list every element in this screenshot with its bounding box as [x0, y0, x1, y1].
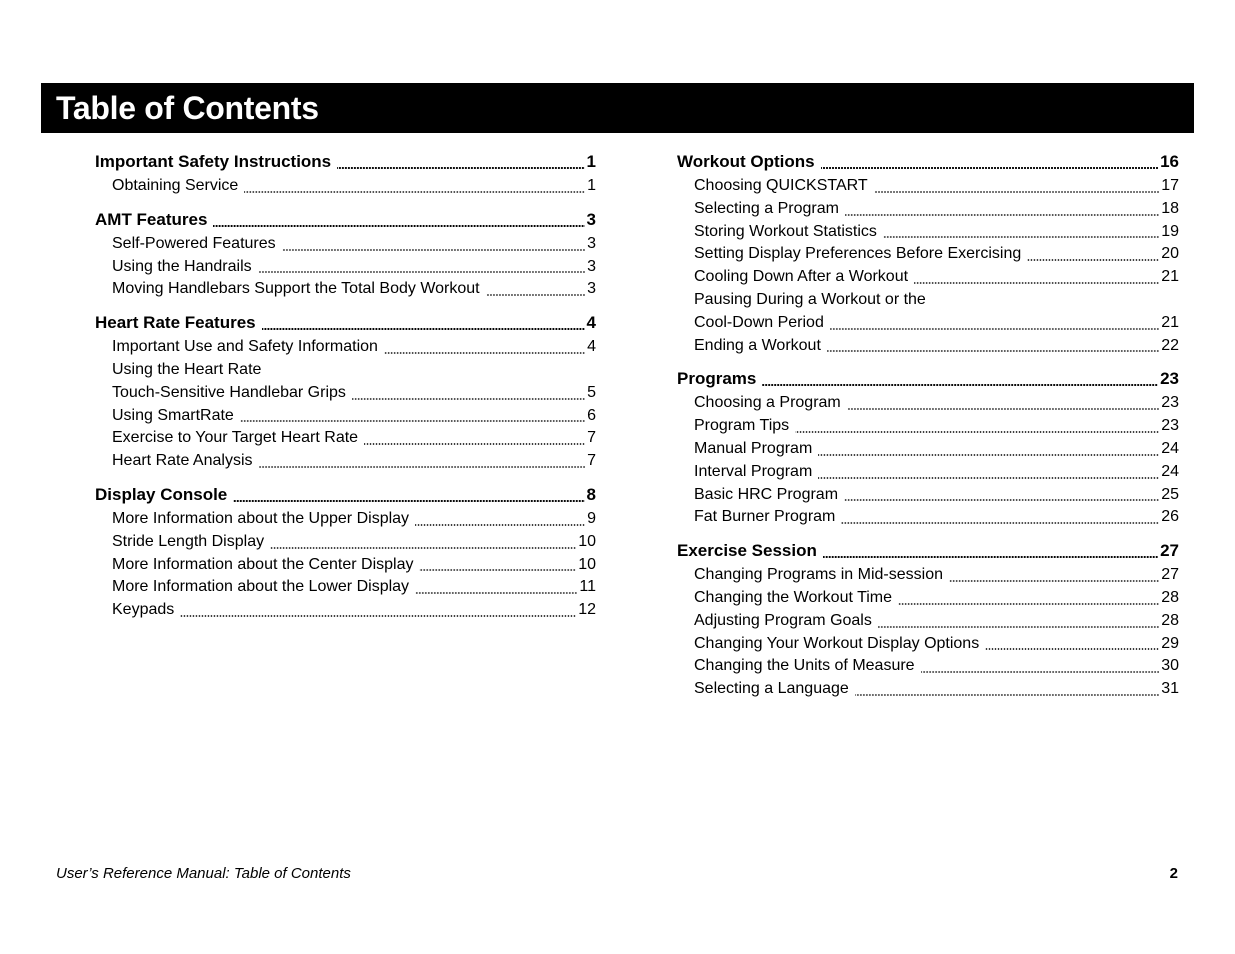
toc-page-number: 20 — [1161, 245, 1179, 263]
toc-section-heading[interactable] — [95, 150, 596, 174]
toc-entry-label: Adjusting Program Goals — [694, 611, 872, 629]
toc-page-number: 4 — [586, 313, 596, 333]
toc-entry-label: Interval Program — [694, 462, 813, 480]
toc-entry-label-line: Using the Heart Rate — [112, 360, 262, 378]
dot-leader — [270, 546, 576, 550]
toc-page-number: 3 — [586, 209, 596, 229]
toc-entry-label: Cooling Down After a Workout — [694, 268, 909, 286]
dot-leader — [384, 351, 585, 355]
toc-entry[interactable] — [694, 312, 1179, 335]
toc-entry-label: Selecting a Program — [694, 199, 839, 217]
dot-leader — [213, 224, 584, 228]
toc-entry[interactable] — [112, 336, 596, 359]
toc-page-number: 31 — [1161, 680, 1179, 698]
toc-page-number: 7 — [587, 452, 596, 470]
toc-page-number: 21 — [1161, 313, 1179, 331]
toc-entry[interactable] — [694, 243, 1179, 266]
dot-leader — [233, 499, 584, 503]
toc-page-number: 24 — [1161, 439, 1179, 457]
toc-page-number: 19 — [1161, 222, 1179, 240]
toc-entry-label: Changing the Workout Time — [694, 588, 893, 606]
toc-page-number: 26 — [1161, 508, 1179, 526]
toc-page-number: 9 — [587, 509, 596, 527]
toc-page-number: 28 — [1161, 588, 1179, 606]
toc-page-number: 3 — [587, 280, 596, 298]
toc-section — [677, 367, 1179, 529]
dot-leader — [818, 476, 1159, 480]
toc-section-title: Heart Rate Features — [95, 313, 256, 333]
toc-entry-label: Basic HRC Program — [694, 485, 839, 503]
toc-section-title: Programs — [677, 369, 757, 389]
toc-entry[interactable] — [694, 655, 1179, 678]
toc-page-number: 10 — [578, 532, 596, 550]
toc-section-title: Exercise Session — [677, 541, 817, 561]
toc-page-number: 27 — [1161, 566, 1179, 584]
toc-entry[interactable] — [112, 450, 596, 473]
toc-entry[interactable] — [694, 610, 1179, 633]
toc-page-number: 24 — [1161, 462, 1179, 480]
toc-entry[interactable] — [112, 576, 596, 599]
toc-section-heading[interactable] — [95, 208, 596, 232]
toc-entry-label: Using the Handrails — [112, 257, 252, 275]
toc-page-number: 11 — [579, 578, 596, 596]
footer-page-number: 2 — [1169, 865, 1178, 882]
toc-entry[interactable] — [112, 427, 596, 450]
toc-entry[interactable] — [112, 382, 596, 405]
dot-leader — [949, 579, 1159, 583]
toc-entry[interactable] — [694, 266, 1179, 289]
title-bar — [41, 83, 1194, 133]
toc-section-heading[interactable] — [95, 483, 596, 507]
toc-page-number: 6 — [587, 406, 596, 424]
toc-entry[interactable] — [694, 175, 1179, 198]
dot-leader — [847, 407, 1159, 411]
toc-entry-label: Choosing QUICKSTART — [694, 177, 868, 194]
dot-leader — [486, 293, 585, 297]
dot-leader — [878, 625, 1159, 629]
toc-page-number: 18 — [1161, 199, 1179, 217]
toc-page-number: 12 — [578, 601, 596, 619]
dot-leader — [845, 213, 1159, 217]
dot-leader — [262, 327, 585, 331]
toc-entry[interactable] — [112, 256, 596, 279]
toc-section-title: AMT Features — [95, 209, 208, 229]
dot-leader — [985, 647, 1159, 651]
toc-entry[interactable] — [112, 233, 596, 256]
toc-entry-label: Storing Workout Statistics — [694, 222, 877, 240]
toc-entry[interactable] — [694, 392, 1179, 415]
dot-leader — [841, 521, 1159, 525]
toc-section-heading[interactable] — [95, 311, 596, 335]
toc-entry[interactable] — [112, 405, 596, 428]
toc-entry[interactable] — [694, 587, 1179, 610]
toc-page-number: 7 — [587, 429, 596, 447]
toc-right-column — [677, 150, 1179, 711]
toc-page-number: 1 — [587, 177, 596, 194]
toc-entry[interactable] — [694, 415, 1179, 438]
toc-page-number: 30 — [1161, 657, 1179, 675]
toc-entry-label-line: Pausing During a Workout or the — [694, 290, 926, 308]
toc-entry-label: More Information about the Center Display — [112, 555, 414, 573]
dot-leader — [855, 693, 1159, 697]
dot-leader — [282, 248, 585, 252]
toc-entry-label: Program Tips — [694, 417, 790, 435]
toc-entry[interactable] — [112, 554, 596, 577]
dot-leader — [1027, 258, 1159, 262]
toc-entry-label: Self-Powered Features — [112, 234, 276, 252]
dot-leader — [874, 190, 1160, 194]
toc-section-heading[interactable] — [677, 539, 1179, 563]
dot-leader — [419, 568, 576, 572]
dot-leader — [823, 555, 1158, 559]
dot-leader — [258, 270, 585, 274]
toc-page-number: 23 — [1160, 369, 1179, 389]
toc-section-heading[interactable] — [677, 150, 1179, 174]
dot-leader — [821, 166, 1159, 170]
toc-entry[interactable] — [694, 221, 1179, 244]
toc-entry-label: Using SmartRate — [112, 406, 234, 424]
toc-section — [95, 150, 596, 198]
toc-page-number: 23 — [1161, 394, 1179, 412]
toc-section — [95, 483, 596, 622]
toc-section — [95, 208, 596, 301]
dot-leader — [883, 235, 1159, 239]
toc-entry-label: Changing the Units of Measure — [694, 657, 915, 675]
toc-entry-label: Fat Burner Program — [694, 508, 836, 526]
toc-entry-label: Important Use and Safety Information — [112, 338, 378, 356]
dot-leader — [762, 383, 1158, 387]
toc-section — [677, 539, 1179, 701]
toc-entry-label: Selecting a Language — [694, 680, 849, 698]
toc-page-number: 8 — [586, 484, 596, 504]
toc-entry[interactable] — [694, 335, 1179, 358]
dot-leader — [240, 419, 585, 423]
dot-leader — [921, 670, 1160, 674]
toc-page-number: 29 — [1161, 634, 1179, 652]
toc-entry[interactable] — [694, 564, 1179, 587]
dot-leader — [818, 453, 1159, 457]
dot-leader — [415, 523, 585, 527]
toc-page-number: 21 — [1161, 268, 1179, 286]
toc-entry-label: Moving Handlebars Support the Total Body Workout — [112, 280, 480, 298]
toc-page-number: 3 — [587, 234, 596, 252]
toc-entry[interactable] — [112, 508, 596, 531]
toc-entry[interactable] — [694, 438, 1179, 461]
page-title: Table of Contents — [56, 89, 319, 126]
toc-entry-label: Obtaining Service — [112, 177, 239, 194]
toc-entry-label: Cool-Down Period — [694, 313, 824, 331]
dot-leader — [337, 166, 584, 170]
toc-entry-label: Changing Your Workout Display Options — [694, 634, 980, 652]
toc-page-number: 25 — [1161, 485, 1179, 503]
toc-entry-label: Exercise to Your Target Heart Rate — [112, 429, 359, 447]
toc-entry[interactable] — [694, 506, 1179, 529]
toc-entry[interactable] — [694, 198, 1179, 221]
dot-leader — [914, 281, 1159, 285]
toc-entry-label: Setting Display Preferences Before Exercising — [694, 245, 1022, 263]
toc-entry-label: Ending a Workout — [694, 336, 821, 354]
toc-page-number: 17 — [1161, 177, 1179, 194]
dot-leader — [827, 349, 1159, 353]
dot-leader — [180, 614, 576, 618]
toc-entry[interactable] — [694, 484, 1179, 507]
toc-section-heading[interactable] — [677, 367, 1179, 391]
toc-page-number: 27 — [1160, 541, 1179, 561]
toc-section-title: Workout Options — [677, 152, 815, 171]
toc-page-number: 16 — [1160, 152, 1179, 171]
toc-section — [95, 311, 596, 473]
toc-page-number: 22 — [1161, 336, 1179, 354]
toc-entry-label: Keypads — [112, 601, 175, 619]
dot-leader — [352, 397, 585, 401]
toc-page-number: 23 — [1161, 417, 1179, 435]
toc-entry[interactable] — [694, 461, 1179, 484]
toc-entry-label: Touch-Sensitive Handlebar Grips — [112, 383, 346, 401]
toc-page-number: 5 — [587, 383, 596, 401]
dot-leader — [415, 591, 577, 595]
toc-section-title: Important Safety Instructions — [95, 152, 332, 171]
toc-entry[interactable] — [112, 278, 596, 301]
toc-section-title: Display Console — [95, 484, 228, 504]
toc-entry[interactable] — [694, 678, 1179, 701]
toc-entry-label: Manual Program — [694, 439, 813, 457]
toc-entry-label: More Information about the Upper Display — [112, 509, 410, 527]
toc-entry-label: Heart Rate Analysis — [112, 452, 253, 470]
footer-title: User’s Reference Manual: Table of Contents — [56, 865, 351, 882]
dot-leader — [244, 190, 585, 194]
dot-leader — [844, 498, 1159, 502]
dot-leader — [364, 442, 585, 446]
toc-page-number: 28 — [1161, 611, 1179, 629]
dot-leader — [259, 465, 586, 469]
dot-leader — [795, 430, 1159, 434]
toc-entry[interactable] — [112, 599, 596, 622]
toc-page-number: 1 — [586, 152, 596, 171]
toc-entry[interactable] — [112, 531, 596, 554]
toc-page-number: 3 — [587, 257, 596, 275]
toc-left-column — [95, 150, 596, 632]
toc-entry-label: More Information about the Lower Display — [112, 578, 410, 596]
toc-section — [677, 150, 1179, 357]
toc-entry[interactable] — [112, 175, 596, 198]
dot-leader — [830, 327, 1159, 331]
dot-leader — [898, 602, 1159, 606]
toc-entry-label: Choosing a Program — [694, 394, 841, 412]
toc-entry[interactable] — [694, 633, 1179, 656]
toc-entry-label: Changing Programs in Mid-session — [694, 566, 943, 584]
toc-page-number: 10 — [578, 555, 596, 573]
toc-page-number: 4 — [587, 338, 596, 356]
toc-entry-label: Stride Length Display — [112, 532, 265, 550]
